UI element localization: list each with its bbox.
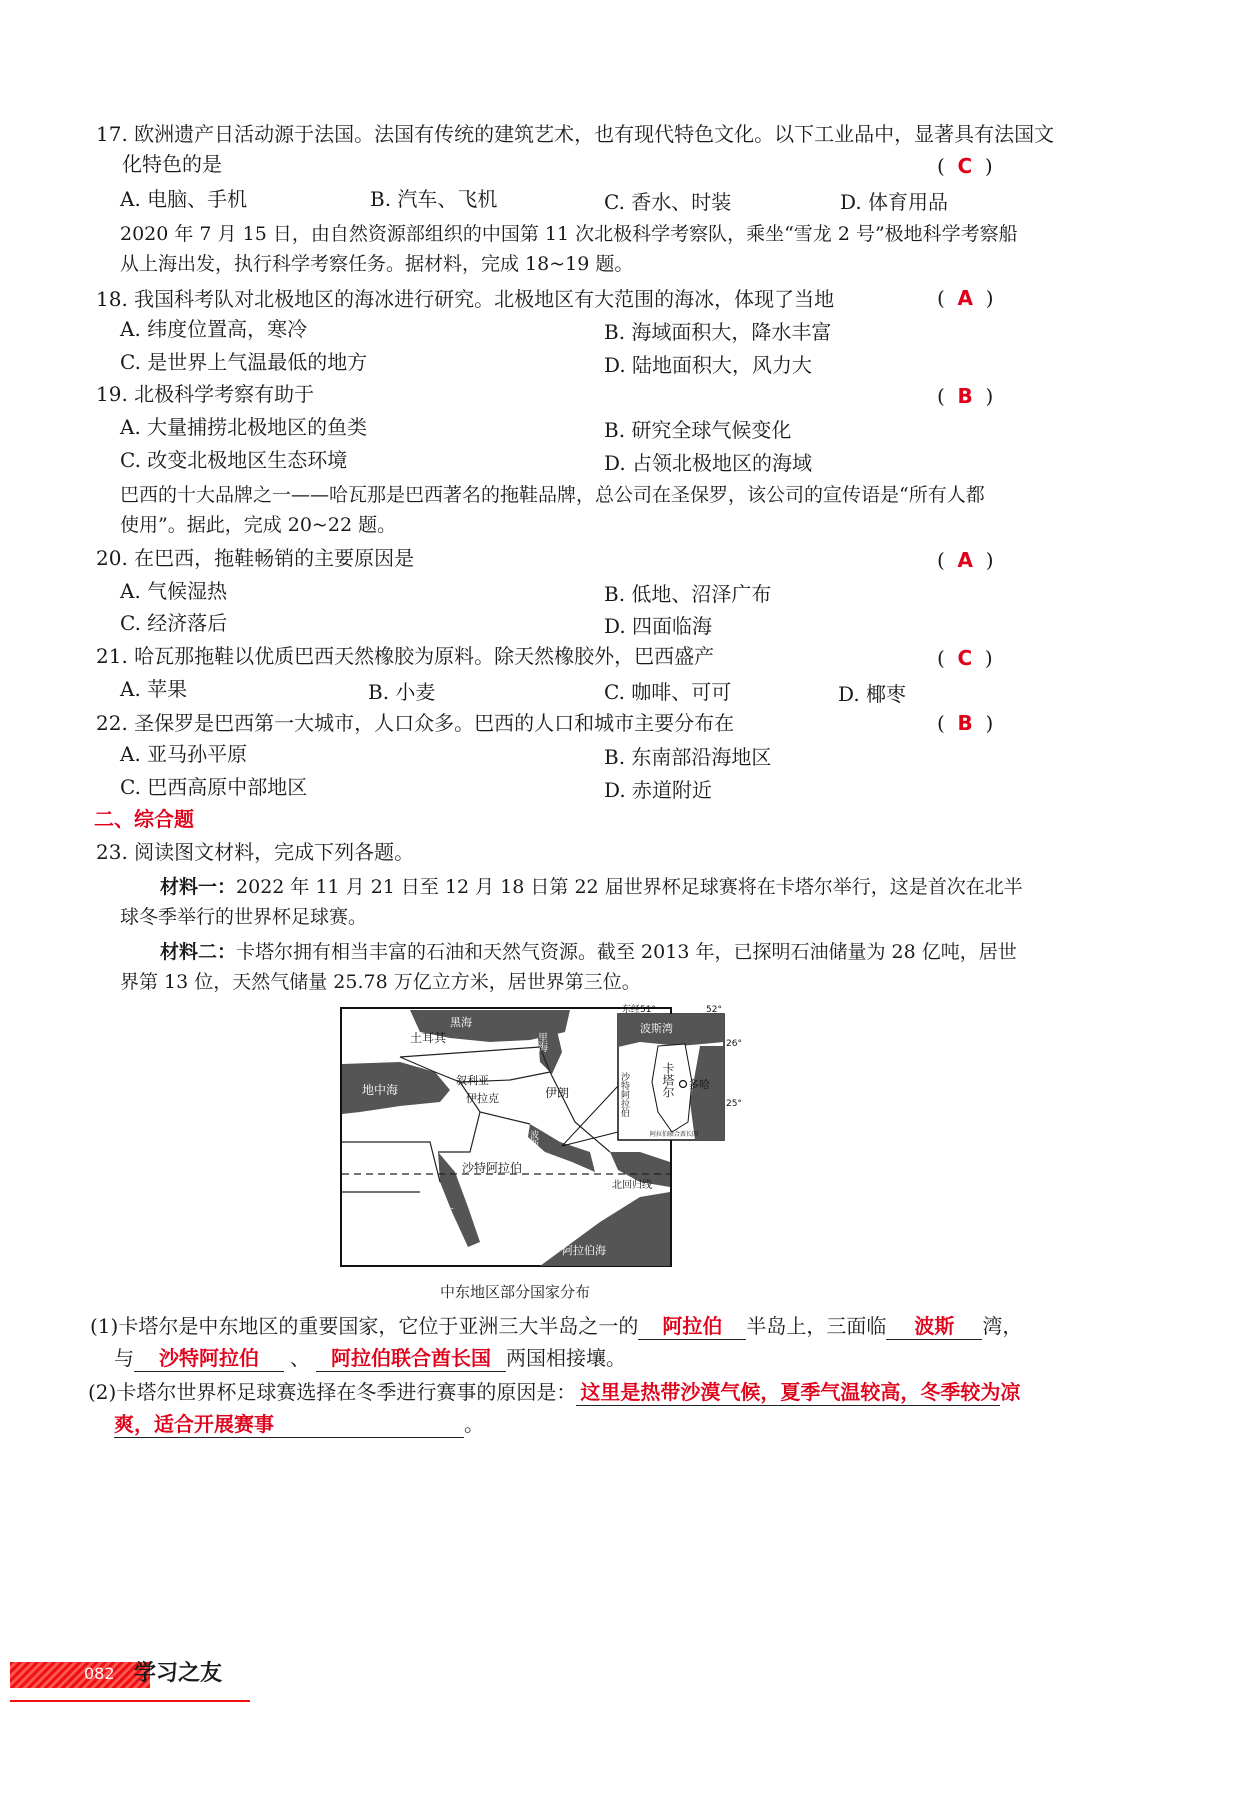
q22-option-d: D. 赤道附近: [604, 778, 713, 802]
inset-gulf: 波斯湾: [640, 1022, 673, 1035]
q22-answer-paren: ( B ): [937, 711, 994, 735]
sub1-t5: 、: [290, 1346, 310, 1370]
sub1-blank4: 阿拉伯联合酋长国: [316, 1342, 506, 1372]
inset-lon51: 东经51°: [622, 1005, 656, 1015]
q17-line1: 17. 欧洲遗产日活动源于法国。法国有传统的建筑艺术，也有现代特色文化。以下工业品中，显著具有法国文: [96, 122, 1055, 146]
q21-answer-paren: ( C ): [937, 646, 993, 670]
q17-line2: 化特色的是: [122, 152, 222, 176]
intro20-line2: 使用”。据此，完成 20~22 题。: [120, 514, 397, 536]
q19-answer: B: [957, 384, 973, 408]
q18-option-a: A. 纬度位置高，寒冷: [120, 317, 308, 341]
sub2-blank1: 这里是热带沙漠气候，夏季气温较高，冬季较为凉: [576, 1376, 1000, 1406]
q23-m1-label: 材料一：: [160, 876, 237, 898]
sub1-t4: 与: [114, 1346, 134, 1370]
section2-title: 二、综合题: [94, 807, 194, 831]
footer-brand: 学习之友: [134, 1660, 223, 1686]
sub1-t6: 两国相接壤。: [506, 1346, 626, 1370]
q23-material1-line1: [160, 872, 1023, 899]
q22-option-b: B. 东南部沿海地区: [604, 745, 772, 769]
q19-stem: 19. 北极科学考察有助于: [96, 382, 315, 406]
q17-option-d: D. 体育用品: [840, 190, 949, 214]
sub2-blank2: 爽，适合开展赛事: [114, 1408, 464, 1438]
q23-m2-text: 卡塔尔拥有相当丰富的石油和天然气资源。截至 2013 年，已探明石油储量为 28 亿吨，居世: [236, 941, 1017, 963]
intro20-line1: 巴西的十大品牌之一——哈瓦那是巴西著名的拖鞋品牌，总公司在圣保罗，该公司的宣传语是“所有人都: [120, 484, 985, 506]
q17-option-b: B. 汽车、飞机: [370, 187, 498, 211]
label-turkey: 土耳其: [410, 1031, 447, 1045]
q20-answer-paren: ( A ): [937, 548, 994, 572]
map-caption: 中东地区部分国家分布: [440, 1283, 591, 1301]
q18-stem: 18. 我国科考队对北极地区的海冰进行研究。北极地区有大范围的海冰，体现了当地: [96, 287, 835, 311]
q20-option-d: D. 四面临海: [604, 614, 713, 638]
q17-answer: C: [957, 154, 973, 178]
q22-stem: 22. 圣保罗是巴西第一大城市，人口众多。巴西的人口和城市主要分布在: [96, 711, 735, 735]
q18-option-d: D. 陆地面积大，风力大: [604, 353, 813, 377]
inset-lat26: 26°: [726, 1039, 742, 1049]
q18-option-b: B. 海域面积大，降水丰富: [604, 320, 832, 344]
label-iraq: 伊拉克: [466, 1092, 499, 1105]
q19-option-c: C. 改变北极地区生态环境: [120, 448, 348, 472]
q18-option-c: C. 是世界上气温最低的地方: [120, 350, 368, 374]
q19-option-a: A. 大量捕捞北极地区的鱼类: [120, 415, 368, 439]
label-persia: 波斯湾: [528, 1130, 538, 1157]
label-saudi: 沙特阿拉伯: [462, 1161, 523, 1175]
sub1-blank2: 波斯: [886, 1310, 982, 1340]
label-heihai: 黑海: [450, 1016, 472, 1029]
q19-option-d: D. 占领北极地区的海域: [604, 451, 813, 475]
q23-sub1-line2: [114, 1342, 626, 1372]
inset-lat25: 25°: [726, 1099, 742, 1109]
q23-sub2-line2: [114, 1408, 484, 1438]
intro18-line1: 2020 年 7 月 15 日，由自然资源部组织的中国第 11 次北极科学考察队，乘坐“雪龙 2 号”极地科学考察船: [120, 223, 1018, 245]
label-syria: 叙利亚: [456, 1074, 489, 1087]
label-med: 地中海: [362, 1083, 399, 1097]
sub1-blank3: 沙特阿拉伯: [134, 1342, 284, 1372]
q23-material1-line2: 球冬季举行的世界杯足球赛。: [120, 906, 368, 928]
q21-option-b: B. 小麦: [368, 680, 436, 704]
sub1-t2: 半岛上，三面临: [746, 1314, 887, 1338]
sub2-end: 。: [464, 1412, 484, 1436]
label-iran: 伊朗: [545, 1086, 570, 1100]
q21-answer: C: [957, 646, 973, 670]
q19-answer-paren: ( B ): [937, 384, 994, 408]
q23-stem: 23. 阅读图文材料，完成下列各题。: [96, 840, 415, 864]
intro18-line2: 从上海出发，执行科学考察任务。据材料，完成 18~19 题。: [120, 253, 634, 275]
q22-option-a: A. 亚马孙平原: [120, 742, 248, 766]
q19-option-b: B. 研究全球气候变化: [604, 418, 792, 442]
q22-option-c: C. 巴西高原中部地区: [120, 775, 308, 799]
q20-option-c: C. 经济落后: [120, 611, 228, 635]
label-caspian: 里海: [535, 1032, 547, 1052]
inset-lon52: 52°: [706, 1005, 722, 1015]
qatar-inset: [618, 1003, 742, 1140]
sub1-t3: 湾，: [982, 1314, 1023, 1338]
footer-page-number: 082: [84, 1664, 115, 1683]
sub1-t1: (1)卡塔尔是中东地区的重要国家，它位于亚洲三大半岛之一的: [90, 1314, 639, 1338]
sub1-blank1: 阿拉伯: [638, 1310, 746, 1340]
q23-m1-text: 2022 年 11 月 21 日至 12 月 18 日第 22 届世界杯足球赛将在卡塔尔举行，这是首次在北半: [236, 876, 1023, 898]
q22-answer: B: [957, 711, 973, 735]
q20-stem: 20. 在巴西，拖鞋畅销的主要原因是: [96, 546, 415, 570]
middle-east-map: [340, 1002, 742, 1272]
q17-option-a: A. 电脑、手机: [120, 187, 248, 211]
q21-stem: 21. 哈瓦那拖鞋以优质巴西天然橡胶为原料。除天然橡胶外，巴西盛产: [96, 644, 715, 668]
q23-sub2-line1: [88, 1376, 1021, 1406]
q20-option-b: B. 低地、沼泽广布: [604, 582, 772, 606]
inset-qatar: 卡塔尔: [661, 1062, 675, 1098]
inset-saudi: 沙特阿拉伯: [619, 1072, 629, 1117]
q18-answer: A: [957, 286, 974, 310]
q23-sub1-line1: [90, 1310, 1022, 1340]
footer-underline: [10, 1700, 250, 1702]
label-tropic: 北回归线: [612, 1180, 652, 1191]
q21-option-a: A. 苹果: [120, 677, 188, 701]
q18-answer-paren: ( A ): [937, 286, 994, 310]
q21-option-d: D. 椰枣: [838, 682, 907, 706]
q20-answer: A: [957, 548, 974, 572]
inset-note: 阿拉伯联合酋长国: [650, 1131, 699, 1138]
inset-doha: 多哈: [688, 1078, 710, 1091]
q21-option-c: C. 咖啡、可可: [604, 680, 732, 704]
q17-answer-paren: ( C ): [937, 154, 993, 178]
label-redsea: 红海: [441, 1207, 455, 1229]
q20-option-a: A. 气候湿热: [120, 579, 228, 603]
q23-material2-line1: [160, 937, 1017, 964]
q17-option-c: C. 香水、时装: [604, 190, 732, 214]
label-arabsea: 阿拉伯海: [562, 1244, 606, 1257]
footer-stripe: [10, 1662, 150, 1688]
q23-m2-label: 材料二：: [160, 941, 237, 963]
sub2-t1: (2)卡塔尔世界杯足球赛选择在冬季进行赛事的原因是：: [88, 1380, 577, 1404]
q23-material2-line2: 界第 13 位，天然气储量 25.78 万亿立方米，居世界第三位。: [120, 971, 641, 993]
